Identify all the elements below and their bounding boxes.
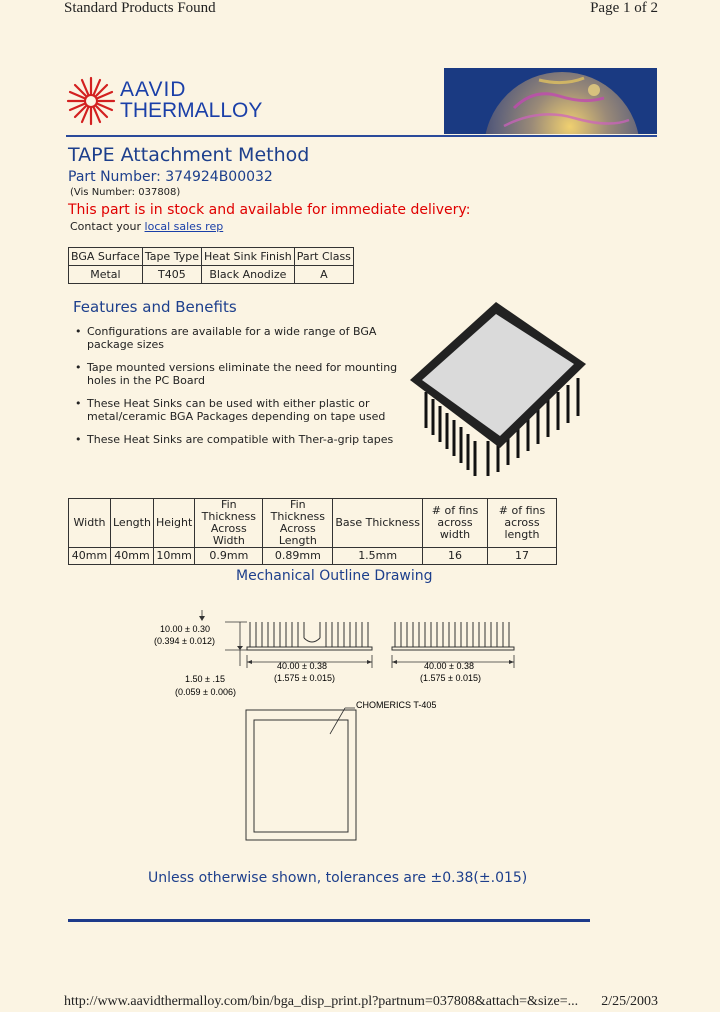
spec-header-cell: Tape Type	[142, 248, 201, 266]
contact-line	[70, 220, 223, 233]
spec-cell: Metal	[69, 266, 143, 284]
feature-item: • These Heat Sinks can be used with either plastic or metal/ceramic BGA Packages depending on tape used	[73, 397, 403, 423]
dims-header-cell: Height	[153, 499, 194, 548]
spec-table	[68, 247, 354, 284]
spec-header-cell: Part Class	[294, 248, 353, 266]
dims-header-cell: Base Thickness	[333, 499, 423, 548]
width-dim-label: 40.00 ± 0.38	[277, 661, 327, 671]
dims-cell: 0.9mm	[195, 548, 263, 565]
page-title: TAPE Attachment Method	[68, 144, 310, 166]
features-list	[73, 325, 403, 456]
spec-cell: A	[294, 266, 353, 284]
local-sales-rep-link[interactable]: local sales rep	[144, 220, 224, 233]
base-dim-label: 1.50 ± .15	[185, 674, 225, 684]
dims-header-cell: Fin Thickness Across Length	[263, 499, 333, 548]
dims-header-row	[69, 499, 557, 548]
print-header-page: Page 1 of 2	[590, 0, 658, 16]
dims-header-cell: Width	[69, 499, 111, 548]
dims-cell: 40mm	[111, 548, 154, 565]
spec-table-header-row	[69, 248, 354, 266]
dims-header-cell: Fin Thickness Across Width	[195, 499, 263, 548]
spec-cell: Black Anodize	[201, 266, 294, 284]
dimensions-table	[68, 498, 557, 565]
dims-header-cell: # of fins across width	[422, 499, 487, 548]
aavid-logo-icon	[66, 76, 116, 126]
globe-banner-image	[444, 68, 657, 134]
mechanical-heading: Mechanical Outline Drawing	[236, 568, 433, 584]
dims-value-row	[69, 548, 557, 565]
height-dim-label: 10.00 ± 0.30	[160, 624, 210, 634]
part-number: Part Number: 374924B00032	[68, 169, 273, 185]
features-heading: Features and Benefits	[73, 298, 237, 316]
print-footer-url: http://www.aavidthermalloy.com/bin/bga_disp_print.pl?partnum=037808&attach=&size=...	[64, 994, 579, 1009]
heat-sink-image	[408, 300, 598, 480]
contact-prefix: Contact your	[70, 220, 145, 233]
dims-cell: 16	[422, 548, 487, 565]
dims-cell: 40mm	[69, 548, 111, 565]
feature-item: • Tape mounted versions eliminate the need for mounting holes in the PC Board	[73, 361, 403, 387]
tolerance-note: Unless otherwise shown, tolerances are ±0.38(±.015)	[148, 870, 528, 886]
dims-cell: 17	[487, 548, 556, 565]
dims-header-cell: # of fins across length	[487, 499, 556, 548]
bottom-divider	[68, 919, 590, 922]
feature-item: • Configurations are available for a wide range of BGA package sizes	[73, 325, 403, 351]
dims-cell: 10mm	[153, 548, 194, 565]
feature-item: • These Heat Sinks are compatible with Ther-a-grip tapes	[73, 433, 403, 446]
spec-cell: T405	[142, 266, 201, 284]
tape-label: CHOMERICS T-405	[356, 700, 437, 710]
length-dim-inch-label: (1.575 ± 0.015)	[420, 673, 481, 683]
base-dim-inch-label: (0.059 ± 0.006)	[175, 687, 236, 697]
vis-number: (Vis Number: 037808)	[70, 187, 181, 198]
length-dim-label: 40.00 ± 0.38	[424, 661, 474, 671]
dims-cell: 1.5mm	[333, 548, 423, 565]
mechanical-outline-drawing	[140, 600, 540, 850]
logo-text-thermalloy: THERMALLOY	[120, 99, 263, 122]
spec-header-cell: BGA Surface	[69, 248, 143, 266]
spec-table-row	[69, 266, 354, 284]
print-footer-date: 2/25/2003	[601, 994, 658, 1009]
logo-text-aavid: AAVID	[120, 78, 187, 101]
dims-header-cell: Length	[111, 499, 154, 548]
print-header-title: Standard Products Found	[64, 0, 216, 16]
width-dim-inch-label: (1.575 ± 0.015)	[274, 673, 335, 683]
banner-divider	[66, 135, 657, 137]
stock-notice: This part is in stock and available for immediate delivery:	[68, 202, 471, 218]
height-dim-inch-label: (0.394 ± 0.012)	[154, 636, 215, 646]
spec-header-cell: Heat Sink Finish	[201, 248, 294, 266]
dims-cell: 0.89mm	[263, 548, 333, 565]
